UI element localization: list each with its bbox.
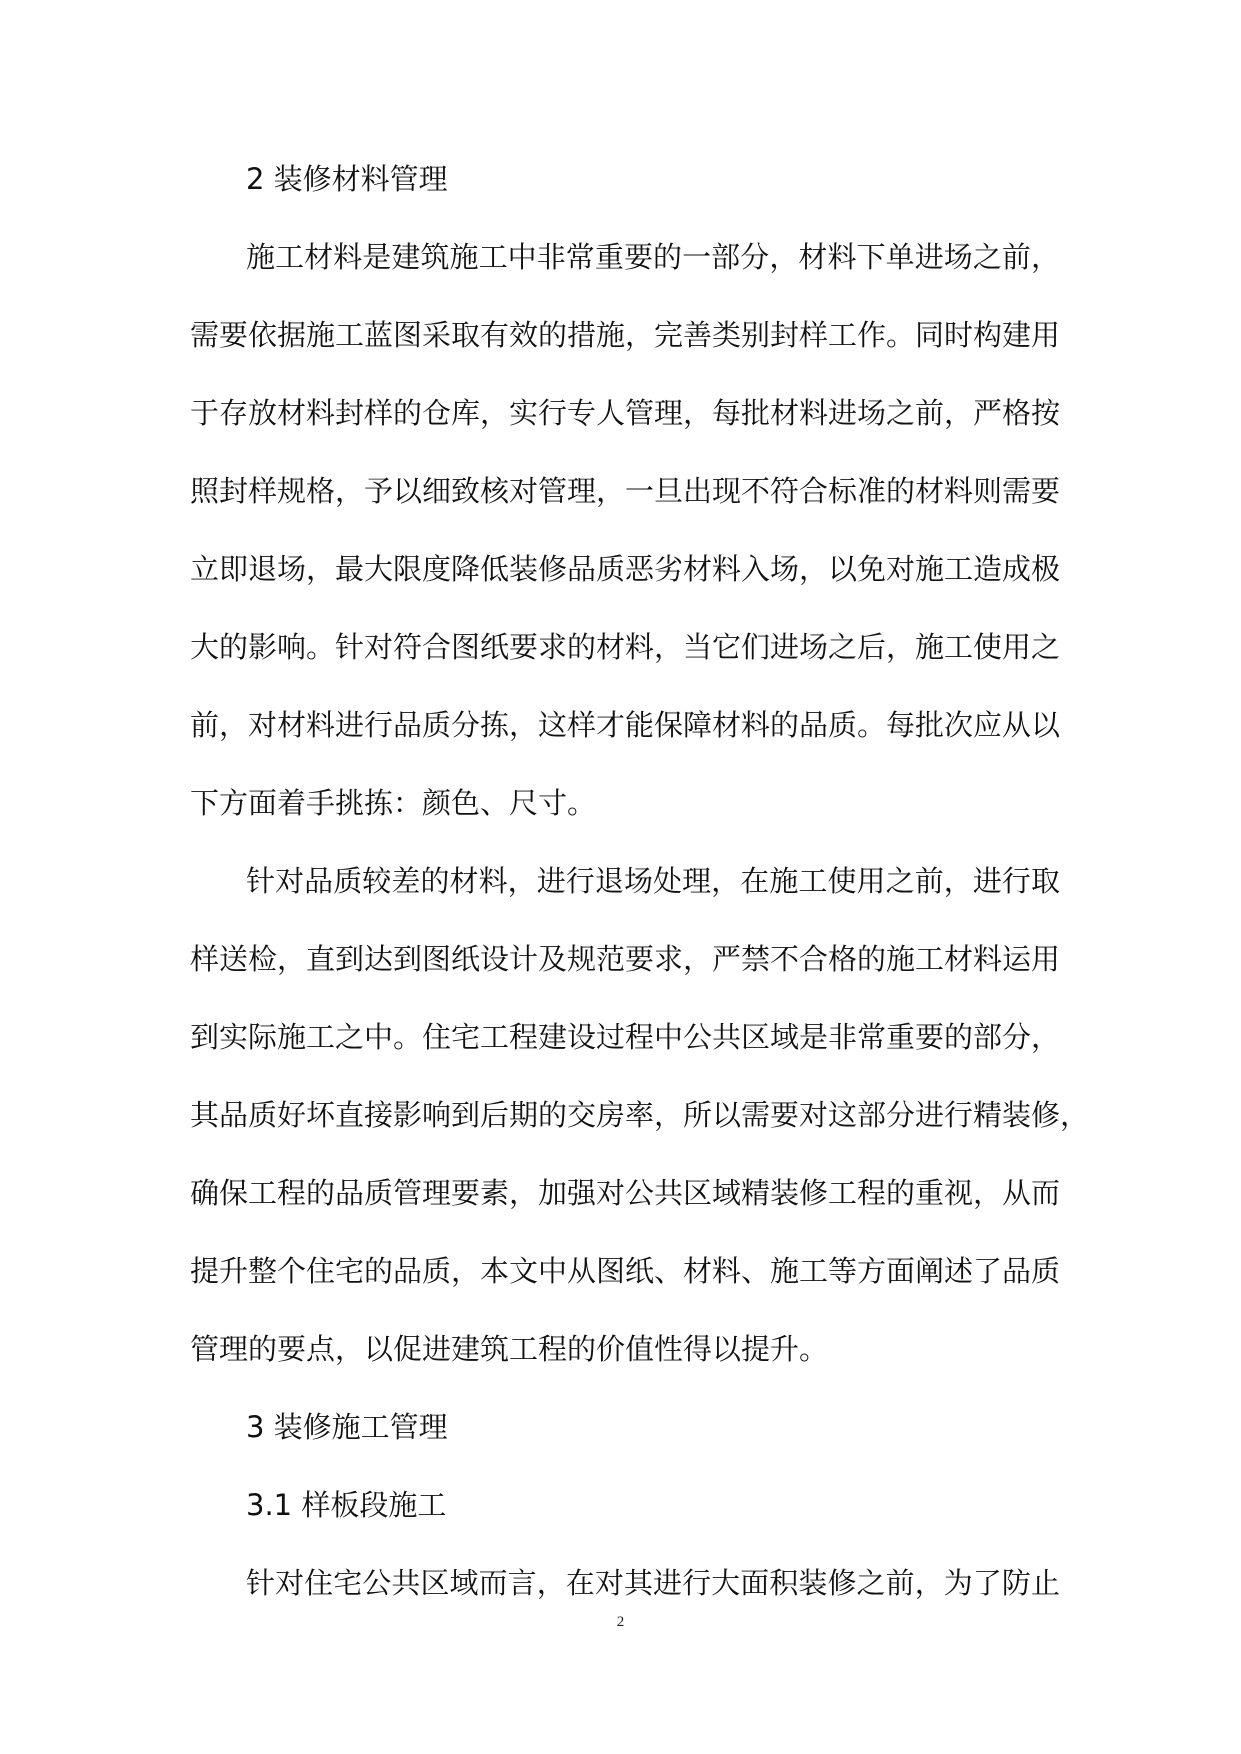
paragraph-line: 管理的要点，以促进建筑工程的价值性得以提升。 xyxy=(190,1332,829,1366)
paragraph-line: 到实际施工之中。住宅工程建设过程中公共区域是非常重要的部分， xyxy=(190,1020,1061,1054)
document-body xyxy=(190,140,1090,1622)
paragraph-line: 施工材料是建筑施工中非常重要的一部分，材料下单进场之前， xyxy=(246,240,1060,274)
section-2-paragraph-1 xyxy=(190,218,1060,842)
paragraph-line: 下方面着手挑拣：颜色、尺寸。 xyxy=(190,786,597,820)
section-2-heading: 2 装修材料管理 xyxy=(246,162,448,196)
paragraph-line: 确保工程的品质管理要素，加强对公共区域精装修工程的重视，从而 xyxy=(190,1176,1061,1210)
paragraph-line: 样送检，直到达到图纸设计及规范要求，严禁不合格的施工材料运用 xyxy=(190,942,1061,976)
section-2-paragraph-2 xyxy=(190,842,1090,1388)
section-3-1-subheading: 3.1 样板段施工 xyxy=(246,1488,447,1522)
paragraph-line: 立即退场，最大限度降低装修品质恶劣材料入场，以免对施工造成极 xyxy=(190,552,1061,586)
paragraph-line: 大的影响。针对符合图纸要求的材料，当它们进场之后，施工使用之 xyxy=(190,630,1061,664)
page-number: 2 xyxy=(616,1614,625,1630)
paragraph-line: 前，对材料进行品质分拣，这样才能保障材料的品质。每批次应从以 xyxy=(190,708,1061,742)
section-3-heading: 3 装修施工管理 xyxy=(246,1410,448,1444)
paragraph-line: 提升整个住宅的品质，本文中从图纸、材料、施工等方面阐述了品质 xyxy=(190,1254,1061,1288)
paragraph-line: 于存放材料封样的仓库，实行专人管理，每批材料进场之前，严格按 xyxy=(190,396,1061,430)
paragraph-line: 其品质好坏直接影响到后期的交房率，所以需要对这部分进行精装修， xyxy=(190,1098,1090,1132)
paragraph-line: 需要依据施工蓝图采取有效的措施，完善类别封样工作。同时构建用 xyxy=(190,318,1061,352)
section-3-1-paragraph-1 xyxy=(190,1544,1060,1622)
paragraph-line: 针对品质较差的材料，进行退场处理，在施工使用之前，进行取 xyxy=(246,864,1060,898)
paragraph-line: 针对住宅公共区域而言，在对其进行大面积装修之前，为了防止 xyxy=(246,1566,1060,1600)
paragraph-line: 照封样规格，予以细致核对管理，一旦出现不符合标准的材料则需要 xyxy=(190,474,1061,508)
